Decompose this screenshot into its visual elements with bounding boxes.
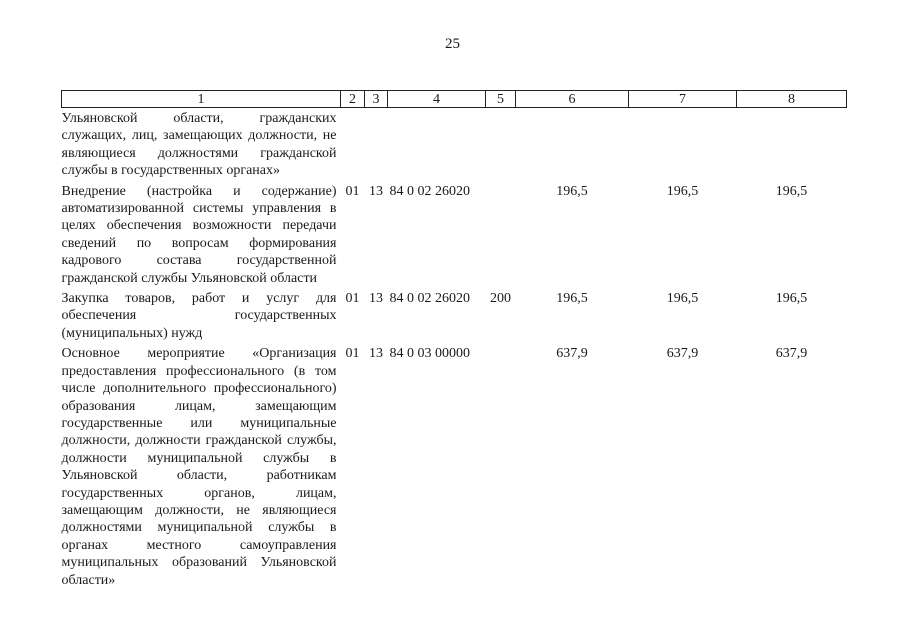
budget-table (61, 90, 847, 589)
row-section: 01 (345, 291, 360, 307)
header-col-5: 5 (486, 91, 516, 108)
row-name: Закупка товаров, работ и услуг для обеспечения государственных (муниципальных) нужд (61, 291, 337, 341)
header-row (62, 91, 847, 108)
row-subsection: 13 (369, 291, 383, 307)
row-value-col6 (516, 108, 629, 180)
row-value-col6: 196,5 (556, 291, 588, 307)
table-row (62, 342, 847, 589)
row-value-col6: 196,5 (556, 183, 588, 199)
header-col-6: 6 (516, 91, 629, 108)
page-number: 25 (445, 36, 460, 52)
header-col-7: 7 (629, 91, 737, 108)
row-target-article: 84 0 03 00000 (389, 346, 470, 362)
row-value-col8: 196,5 (775, 183, 808, 199)
row-value-col8 (737, 108, 847, 180)
row-value-col7: 637,9 (666, 346, 699, 362)
row-expense-type (486, 180, 516, 287)
row-value-col7 (629, 108, 737, 180)
header-col-3: 3 (365, 91, 388, 108)
row-target-article: 84 0 02 26020 (389, 291, 470, 307)
row-name: Ульяновской области, гражданских служащих, лиц, замещающих должности, не являющиеся должностями гражданской службы в государственных органах» (61, 111, 337, 179)
header-col-2: 2 (341, 91, 365, 108)
row-subsection: 13 (369, 346, 383, 362)
row-target-article: 84 0 02 26020 (389, 183, 470, 199)
row-name: Основное мероприятие «Организация предоставления профессионального (в том числе дополнительного профессионального) образования лицам, замещающим государственные или муниципальные должности, должности гражданской службы, должности муниципальной службы в Ульяновской области, работникам государственных органов, лицам, замещающим должности, не являющиеся должностями муниципальной службы в органах местного самоуправления муниципальных образований Ульяновской области» (61, 346, 337, 588)
header-col-4: 4 (388, 91, 486, 108)
row-value-col8: 196,5 (775, 291, 808, 307)
row-expense-type: 200 (490, 291, 511, 307)
row-section (341, 108, 365, 180)
row-subsection: 13 (369, 183, 383, 199)
row-name: Внедрение (настройка и содержание) автоматизированной системы управления в целях обеспечения возможности передачи сведений по вопросам формирования кадрового состава государственной гражданской службы Ульяновской области (61, 183, 337, 286)
row-expense-type (486, 342, 516, 589)
header-col-1: 1 (62, 91, 341, 108)
header-col-8: 8 (737, 91, 847, 108)
row-subsection (365, 108, 388, 180)
row-value-col6: 637,9 (556, 346, 588, 362)
row-value-col7: 196,5 (666, 291, 699, 307)
row-value-col7: 196,5 (666, 183, 699, 199)
row-section: 01 (345, 183, 360, 199)
row-section: 01 (345, 346, 360, 362)
table-row (62, 180, 847, 287)
row-expense-type (486, 108, 516, 180)
table-row (62, 108, 847, 180)
table-row (62, 287, 847, 342)
row-target-article (388, 108, 486, 180)
row-value-col8: 637,9 (775, 346, 808, 362)
